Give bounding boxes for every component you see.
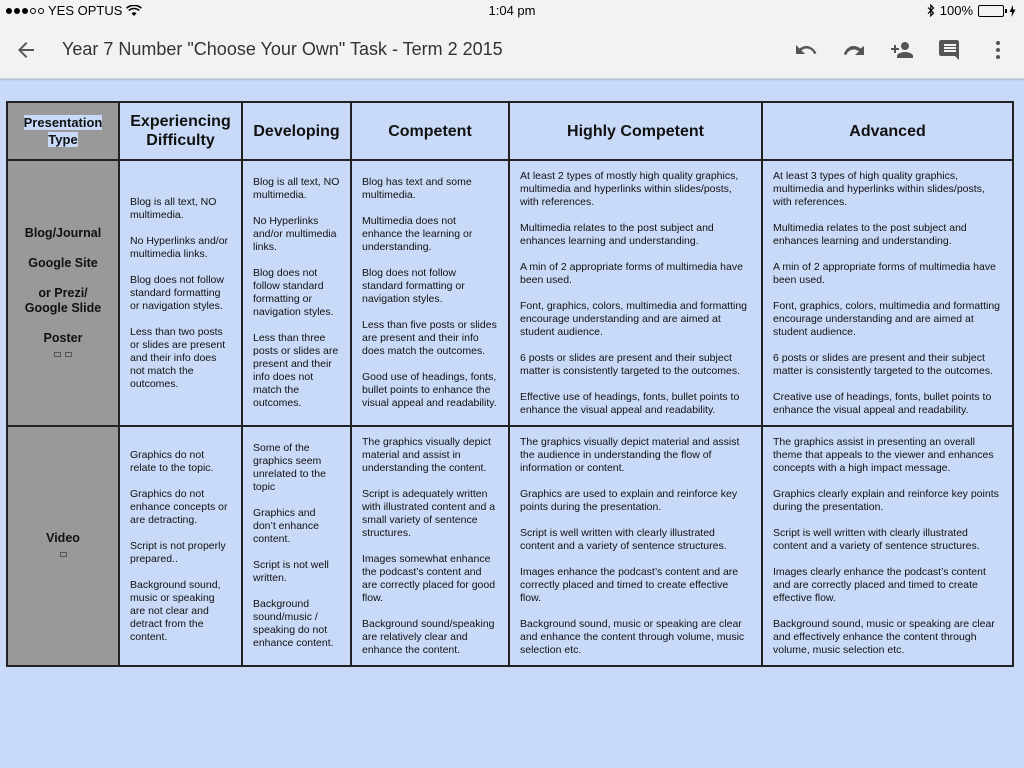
header-row — [7, 102, 1013, 160]
cell-video-competent[interactable] — [351, 426, 509, 666]
column-header-advanced[interactable]: Advanced — [762, 102, 1013, 160]
status-bar — [0, 0, 1024, 22]
cell-paragraph: Graphics do not relate to the topic. — [130, 448, 214, 474]
cell-paragraph: Multimedia relates to the post subject and enhances learning and understanding. — [520, 221, 714, 247]
comments-button[interactable] — [938, 38, 962, 62]
cell-paragraph: Less than three posts or slides are present and their info does not match the outcomes. — [253, 332, 339, 409]
cell-video-advanced[interactable] — [762, 426, 1013, 666]
cell-paragraph: Script is adequately written with illustrated content and a small variety of sentence structures. — [362, 487, 496, 539]
battery-icon — [978, 5, 1004, 17]
add-person-icon — [890, 38, 914, 62]
cell-paragraph: Script is well written with clearly illustrated content and a variety of sentence structures. — [773, 526, 980, 552]
more-options-button[interactable] — [986, 38, 1010, 62]
embedded-link-icons — [18, 346, 108, 361]
cell-video-highly-competent[interactable] — [509, 426, 762, 666]
cell-blog-developing[interactable] — [242, 160, 351, 426]
cell-paragraph: Font, graphics, colors, multimedia and formatting encourage understanding and are aimed at student audience. — [773, 299, 1001, 338]
row-header-blog[interactable]: Blog/Journal Google Site or Prezi/ Google Slide Poster — [7, 160, 119, 426]
cell-paragraph: Blog is all text, NO multimedia. — [130, 195, 217, 221]
cell-paragraph: Font, graphics, colors, multimedia and formatting encourage understanding and are aimed at student audience. — [520, 299, 748, 338]
rubric-table — [6, 101, 1014, 667]
cell-paragraph: No Hyperlinks and/or multimedia links. — [253, 215, 337, 253]
cell-paragraph: Good use of headings, fonts, bullet points to enhance the visual appeal and readability. — [362, 371, 497, 409]
cell-paragraph: Script is not properly prepared.. — [130, 539, 226, 565]
cell-paragraph: Background sound/speaking are relatively clear and enhance the content. — [362, 617, 495, 656]
cell-paragraph: A min of 2 appropriate forms of multimedia have been used. — [773, 260, 996, 286]
redo-button[interactable] — [842, 38, 866, 62]
undo-button[interactable] — [794, 38, 818, 62]
cell-paragraph: Blog does not follow standard formatting or navigation styles. — [253, 267, 334, 318]
cell-paragraph: At least 3 types of high quality graphics, multimedia and hyperlinks within slides/posts, with references. — [773, 169, 985, 208]
cell-blog-advanced[interactable] — [762, 160, 1013, 426]
battery-status — [927, 3, 1016, 18]
column-header-presentation-type[interactable]: Presentation Type — [7, 102, 119, 160]
battery-percent: 100% — [939, 3, 973, 18]
cell-paragraph: Less than five posts or slides are present and their info does match the outcomes. — [362, 319, 497, 357]
cell-paragraph: Blog has text and some multimedia. — [362, 176, 472, 201]
column-header-experiencing-difficulty[interactable]: Experiencing Difficulty — [119, 102, 242, 160]
redo-icon — [842, 38, 866, 62]
cell-paragraph: The graphics visually depict material and assist the audience in understanding the flow of information or content. — [520, 435, 740, 474]
cell-paragraph: Background sound, music or speaking are not clear and detract from the content. — [130, 578, 221, 643]
document-title: Year 7 Number "Choose Your Own" Task - Term 2 2015 — [62, 39, 503, 59]
rubric-table-container — [6, 101, 1014, 667]
cell-paragraph: Effective use of headings, fonts, bullet points to enhance the visual appeal and readability. — [520, 390, 740, 416]
cell-paragraph: Background sound, music or speaking are clear and effectively enhance the content through volume, music selection etc. — [773, 617, 995, 656]
column-header-developing[interactable]: Developing — [242, 102, 351, 160]
cell-video-difficulty[interactable] — [119, 426, 242, 666]
table-row-blog — [7, 160, 1013, 426]
cell-paragraph: No Hyperlinks and/or multimedia links. — [130, 234, 229, 260]
cell-paragraph: Graphics are used to explain and reinforce key points during the presentation. — [520, 487, 738, 513]
cell-paragraph: Blog does not follow standard formatting or navigation styles. — [130, 273, 224, 312]
charging-icon — [1009, 5, 1016, 17]
cell-paragraph: Less than two posts or slides are present and their info does not match the outcomes. — [130, 325, 226, 390]
cell-paragraph: 6 posts or slides are present and their subject matter is consistently targeted to the outcomes. — [520, 351, 741, 377]
share-button[interactable] — [890, 38, 914, 62]
cell-paragraph: Images enhance the podcast’s content and are correctly placed and timed to create effective flow. — [520, 565, 739, 604]
cell-paragraph: Blog does not follow standard formatting or navigation styles. — [362, 267, 465, 305]
cell-blog-competent[interactable] — [351, 160, 509, 426]
cell-paragraph: Multimedia relates to the post subject and enhances learning and understanding. — [773, 221, 967, 247]
cell-paragraph: Script is not well written. — [253, 559, 329, 584]
cell-paragraph: Images clearly enhance the podcast’s content and are correctly placed and timed to create effective flow. — [773, 565, 986, 604]
cell-blog-highly-competent[interactable] — [509, 160, 762, 426]
cell-paragraph: Graphics do not enhance concepts or are detracting. — [130, 487, 228, 526]
cell-paragraph: Graphics and don’t enhance content. — [253, 507, 319, 545]
arrow-left-icon — [14, 38, 38, 62]
clock: 1:04 pm — [488, 3, 536, 18]
more-vert-icon — [986, 38, 1010, 62]
cell-paragraph: 6 posts or slides are present and their subject matter is consistently targeted to the outcomes. — [773, 351, 994, 377]
cell-paragraph: Multimedia does not enhance the learning or understanding. — [362, 215, 473, 253]
cell-paragraph: Some of the graphics seem unrelated to the topic — [253, 442, 326, 493]
app-toolbar — [0, 22, 1024, 79]
column-header-competent[interactable]: Competent — [351, 102, 509, 160]
cell-paragraph: The graphics assist in presenting an overall theme that appeals to the viewer and enhances concepts with a high impact message. — [773, 435, 994, 474]
bluetooth-icon — [927, 4, 935, 17]
cell-paragraph: At least 2 types of mostly high quality graphics, multimedia and hyperlinks within slides/posts, with references. — [520, 169, 739, 208]
embedded-link-icon — [18, 546, 108, 561]
cell-paragraph: Background sound/music / speaking do not enhance content. — [253, 598, 334, 649]
cell-paragraph: Creative use of headings, fonts, bullet points to enhance the visual appeal and readability. — [773, 390, 992, 416]
cell-paragraph: Images somewhat enhance the podcast’s content and are correctly placed for good flow. — [362, 552, 496, 604]
undo-icon — [794, 38, 818, 62]
column-header-highly-competent[interactable]: Highly Competent — [509, 102, 762, 160]
cell-paragraph: Graphics clearly explain and reinforce key points during the presentation. — [773, 487, 999, 513]
table-row-video — [7, 426, 1013, 666]
row-header-video[interactable]: Video — [7, 426, 119, 666]
cell-paragraph: Blog is all text, NO multimedia. — [253, 176, 340, 201]
cell-video-developing[interactable] — [242, 426, 351, 666]
cell-paragraph: Background sound, music or speaking are clear and enhance the content through volume, music selection etc. — [520, 617, 745, 656]
comment-icon — [938, 38, 962, 62]
carrier-name: YES OPTUS — [48, 3, 123, 18]
cell-blog-difficulty[interactable] — [119, 160, 242, 426]
cell-paragraph: Script is well written with clearly illustrated content and a variety of sentence structures. — [520, 526, 727, 552]
cell-paragraph: The graphics visually depict material and assist in understanding the content. — [362, 435, 491, 474]
back-button[interactable] — [14, 38, 38, 62]
cell-paragraph: A min of 2 appropriate forms of multimedia have been used. — [520, 260, 743, 286]
